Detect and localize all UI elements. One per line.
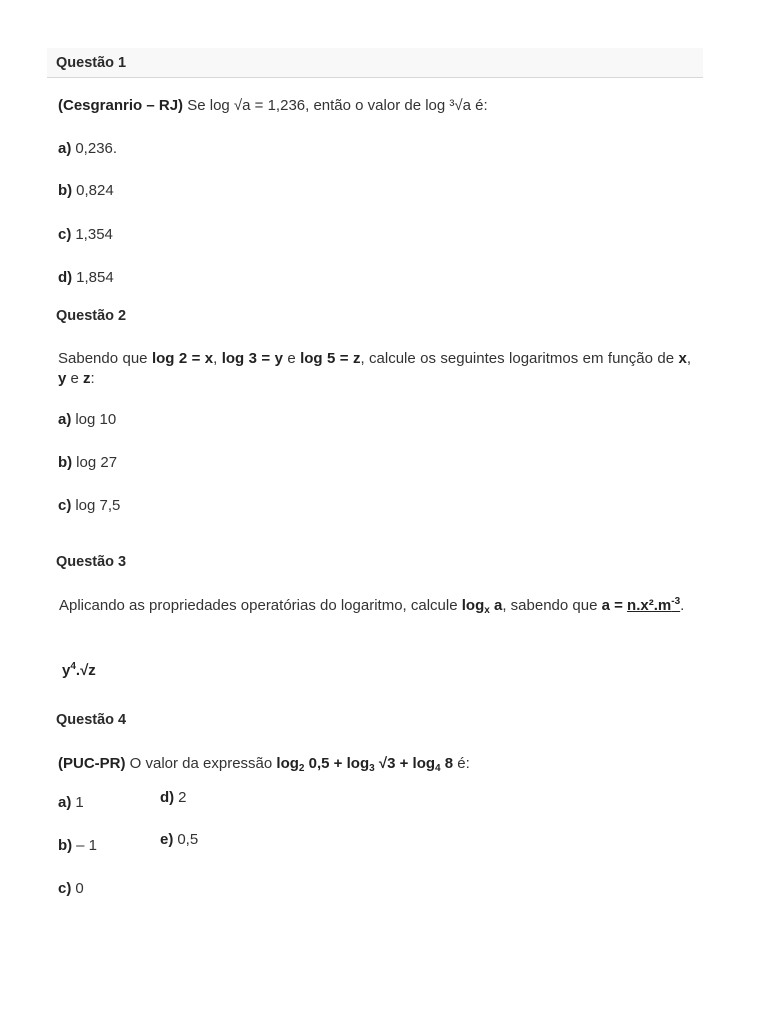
log-term (413, 755, 454, 772)
log-function: log (346, 755, 370, 772)
equals-sign: = (614, 597, 623, 614)
question-4-source: (PUC-PR) (58, 755, 126, 772)
statement-text: e (70, 370, 79, 387)
question-4-option-a (58, 793, 84, 813)
log-argument: 0,5 + (308, 755, 343, 772)
log-base-subscript: 3 (369, 763, 375, 774)
option-letter: d) (58, 269, 73, 286)
option-letter: c) (58, 497, 72, 514)
question-4-option-e (160, 830, 198, 850)
question-3-answer (62, 661, 96, 681)
log-base-subscript: 2 (298, 763, 305, 774)
option-letter: b) (58, 182, 73, 199)
question-1-option-d (58, 268, 114, 288)
question-3-statement: Aplicando as propriedades operatórias do logaritmo, calcule $\log_x a$, sabendo que $a = n.x^2.m^{-3}$. (59, 596, 685, 616)
equation: log 3 = y (221, 350, 283, 367)
option-letter: a) (58, 794, 72, 811)
answer-exponent: 4 (70, 661, 76, 672)
option-letter: d) (160, 789, 175, 806)
option-text: log 10 (75, 411, 117, 428)
option-letter: b) (58, 454, 73, 471)
statement-text: , calcule os seguintes logaritmos em função de (360, 350, 675, 367)
statement-text: Sabendo que (58, 350, 148, 367)
option-text: 0,236. (75, 140, 118, 157)
log-function: log (461, 597, 485, 614)
variable: a (601, 597, 610, 614)
log-base-subscript: x (484, 605, 490, 616)
question-1-header (47, 48, 703, 78)
question-4-option-c (58, 879, 84, 899)
question-2-option-a (58, 410, 116, 430)
question-2-statement: Sabendo que log 2 = x, log 3 = y e log 5 = z, calcule os seguintes logaritmos em função de x, y e z: (58, 350, 691, 387)
question-1-option-b (58, 181, 114, 201)
equation: log 5 = z (300, 350, 361, 367)
option-letter: e) (160, 831, 174, 848)
log-base-subscript: 4 (435, 763, 441, 774)
expression (627, 597, 680, 614)
question-1-option-c (58, 225, 113, 245)
question-1-statement (58, 96, 488, 116)
option-text: 1,854 (76, 269, 114, 286)
question-2-option-c (58, 496, 120, 516)
question-2-title: Questão 2 (56, 308, 127, 324)
option-text: log 27 (76, 454, 118, 471)
answer-rest: .√z (75, 662, 96, 679)
log-term (347, 755, 409, 772)
variable: z (83, 370, 91, 387)
question-1-title: Questão 1 (56, 55, 127, 71)
option-text: 2 (178, 789, 187, 806)
log-term (276, 755, 342, 772)
question-4-title: Questão 4 (56, 712, 127, 728)
equation: log 2 = x (151, 350, 214, 367)
option-text: 0,5 (177, 831, 199, 848)
option-text: 0,824 (76, 182, 114, 199)
variable: y (58, 370, 67, 387)
statement-text: Aplicando as propriedades operatórias do logaritmo, calcule (59, 597, 458, 614)
option-text: 1,354 (75, 226, 113, 243)
log-argument: √3 + (378, 755, 409, 772)
question-1-option-a (58, 139, 117, 159)
answer-base: y (62, 662, 71, 679)
log-argument: a (493, 597, 503, 614)
statement-text: é: (457, 755, 470, 772)
log-argument: 8 (444, 755, 454, 772)
option-text: 0 (75, 880, 84, 897)
statement-text: e (287, 350, 296, 367)
question-4-text: O valor da expressão (129, 755, 273, 772)
option-text: – 1 (76, 837, 98, 854)
option-letter: b) (58, 837, 73, 854)
variable: x (678, 350, 687, 367)
log-function: log (412, 755, 436, 772)
question-3-title: Questão 3 (56, 554, 127, 570)
question-1-source: (Cesgranrio – RJ) (58, 97, 184, 114)
option-letter: c) (58, 880, 72, 897)
question-4-statement (58, 754, 470, 774)
option-letter: a) (58, 411, 72, 428)
log-term (462, 597, 503, 614)
option-text: log 7,5 (75, 497, 121, 514)
question-4-option-b (58, 836, 97, 856)
question-1-text: Se log √a = 1,236, então o valor de log ³√a é: (187, 97, 488, 114)
option-letter: a) (58, 140, 72, 157)
option-text: 1 (75, 794, 84, 811)
question-4-option-d (160, 788, 187, 808)
statement-text: , sabendo que (502, 597, 598, 614)
log-function: log (276, 755, 299, 772)
expression-base: n.x².m (627, 597, 672, 614)
expression-exponent: -3 (671, 596, 681, 607)
question-2-option-b (58, 453, 117, 473)
option-letter: c) (58, 226, 72, 243)
